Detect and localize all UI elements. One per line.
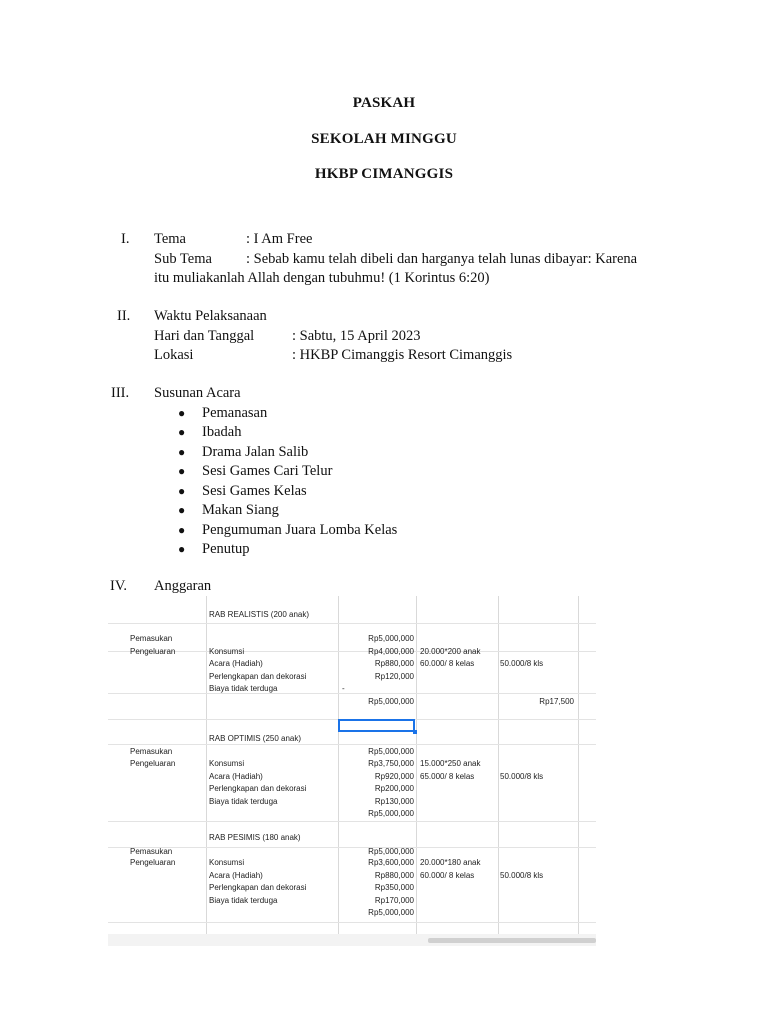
tema-value: : I Am Free [246,231,313,247]
total-value: Rp5,000,000 [368,697,414,706]
document-title-hkbp: HKBP CIMANGGIS [314,166,454,182]
table-cell-note2: 50.000/8 kls [500,871,544,880]
pemasukan-value: Rp5,000,000 [368,747,414,756]
table-cell-value: Rp3,750,000 [368,759,414,768]
section-number: IV. [110,578,128,594]
table-cell-item: Perlengkapan dan dekorasi [209,883,307,892]
table-cell-item: Acara (Hadiah) [209,772,263,781]
budget-spreadsheet [108,596,596,946]
section-number: III. [111,385,130,401]
fill-handle[interactable] [413,730,417,734]
section-susunan-acara [108,384,688,564]
table-cell-item: Konsumsi [209,858,245,867]
lokasi-value: : HKBP Cimanggis Resort Cimanggis [292,347,513,363]
table-cell-value: Rp120,000 [374,672,414,681]
table-cell-item: Biaya tidak terduga [209,684,278,693]
extra-value: Rp17,500 [539,697,574,706]
list-item: ● Sesi Games Kelas [178,482,397,502]
bullet-icon: ● [178,425,186,439]
table-cell-note: 20.000*200 anak [420,647,481,656]
table-cell-value: Rp200,000 [374,784,414,793]
bullet-icon: ● [178,405,186,420]
list-item: ● Sesi Games Cari Telur [178,462,397,482]
table-cell-note: 60.000/ 8 kelas [420,659,475,668]
bullet-icon: ● [178,542,186,556]
pemasukan-label: Pemasukan [130,847,173,856]
bullet-icon: ● [178,464,186,478]
table-cell-item: Biaya tidak terduga [209,896,278,905]
bullet-icon: ● [178,444,186,459]
rab-pesimis-title: RAB PESIMIS (180 anak) [209,833,301,842]
table-cell-item: Perlengkapan dan dekorasi [209,672,307,681]
rab-realistis-title: RAB REALISTIS (200 anak) [209,610,310,619]
list-item: ● Makan Siang [178,501,397,521]
section-number: I. [121,231,130,247]
list-item: ● Drama Jalan Salib [178,443,397,463]
table-cell-item: Acara (Hadiah) [209,871,263,880]
bullet-icon: ● [178,522,186,537]
list-item: ● Ibadah [178,423,397,443]
pemasukan-value: Rp5,000,000 [368,847,414,856]
subtema-value: : Sebab kamu telah dibeli dan harganya telah lunas dibayar: Karena [246,250,638,267]
selected-cell[interactable] [338,719,415,732]
table-cell-note: 60.000/ 8 kelas [420,871,475,880]
lokasi-label: Lokasi [154,347,194,363]
pengeluaran-label: Pengeluaran [130,647,176,656]
section-number: II. [117,308,131,324]
total-value: Rp5,000,000 [368,908,414,917]
table-cell-value: Rp130,000 [374,797,414,806]
acara-list [178,404,397,560]
table-cell-item: Konsumsi [209,759,245,768]
pemasukan-label: Pemasukan [130,634,173,643]
anggaran-heading: Anggaran [154,578,212,594]
pemasukan-label: Pemasukan [130,747,173,756]
pemasukan-value: Rp5,000,000 [368,634,414,643]
waktu-heading: Waktu Pelaksanaan [154,308,267,324]
rab-optimis-title: RAB OPTIMIS (250 anak) [209,734,302,743]
table-cell-note: 20.000*180 anak [420,858,481,867]
hari-value: : Sabtu, 15 April 2023 [292,327,421,344]
table-cell-value: Rp880,000 [374,871,414,880]
table-cell-value: Rp170,000 [374,896,414,905]
table-cell-value: Rp4,000,000 [368,647,414,656]
hari-label: Hari dan Tanggal [154,327,255,344]
subtema-continuation: itu muliakanlah Allah dengan tubuhmu! (1 Korintus 6:20) [154,270,490,286]
table-cell-note2: 50.000/8 kls [500,772,544,781]
bullet-icon: ● [178,503,186,517]
table-cell-value: Rp880,000 [374,659,414,668]
table-cell-item: Konsumsi [209,647,245,656]
table-cell-note: 65.000/ 8 kelas [420,772,475,781]
bullet-icon: ● [178,483,186,498]
table-cell-value: - [342,684,345,693]
list-item: ● Penutup [178,540,397,560]
pengeluaran-label: Pengeluaran [130,759,176,768]
table-cell-item: Perlengkapan dan dekorasi [209,784,307,793]
document-title-paskah: PASKAH [352,95,416,111]
table-cell-value: Rp920,000 [374,772,414,781]
list-item: ● Pengumuman Juara Lomba Kelas [178,521,397,541]
table-cell-item: Biaya tidak terduga [209,797,278,806]
tema-label: Tema [154,231,186,247]
document-title-sekolah-minggu: SEKOLAH MINGGU [311,131,457,147]
list-item: ● Pemanasan [178,404,397,424]
table-cell-item: Acara (Hadiah) [209,659,263,668]
subtema-label: Sub Tema [154,250,212,267]
table-cell-note: 15.000*250 anak [420,759,481,768]
total-value: Rp5,000,000 [368,809,414,818]
acara-heading: Susunan Acara [154,385,241,401]
horizontal-scrollbar[interactable] [428,938,596,943]
table-cell-note2: 50.000/8 kls [500,659,544,668]
pengeluaran-label: Pengeluaran [130,858,176,867]
table-cell-value: Rp3,600,000 [368,858,414,867]
table-cell-value: Rp350,000 [374,883,414,892]
